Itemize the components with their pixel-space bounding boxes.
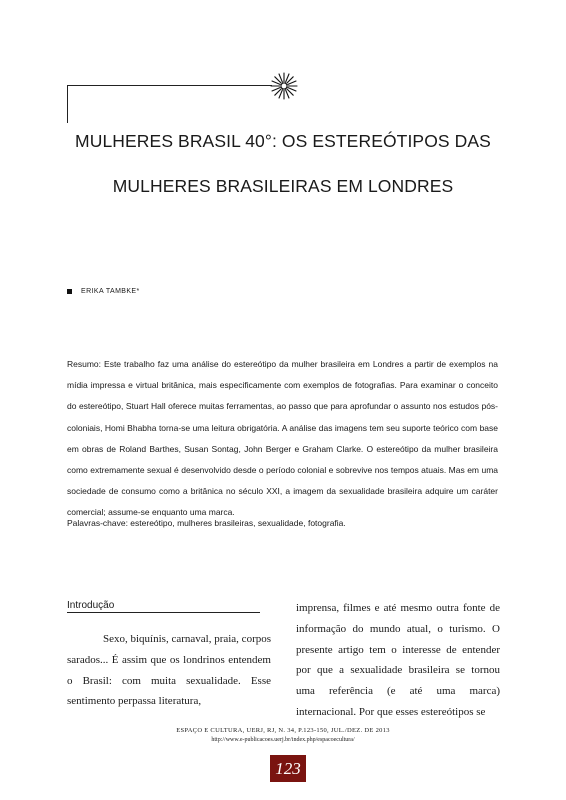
corner-rule-vertical [67, 85, 68, 123]
page-number-badge [270, 755, 306, 782]
footer-url: http://www.e-publicacoes.uerj.br/index.php/espacoecultura/ [211, 737, 355, 743]
body-paragraph-continued: imprensa, filmes e até mesmo outra fonte de informação do mundo atual, o turismo. O presente artigo tem o interesse de entender por que a sexualidade brasileira se tornou uma referência (e até uma marca) internacional. Por que esses estereótipos se [296, 602, 500, 718]
sunburst-ornament-icon [270, 72, 298, 100]
article-title-line-1: MULHERES BRASIL 40°: OS ESTEREÓTIPOS DAS [75, 131, 491, 151]
author-line [67, 288, 140, 295]
abstract: Resumo: Este trabalho faz uma análise do estereótipo da mulher brasileira em Londres a partir de exemplos na mídia impressa e virtual britânica, mais especificamente com exemplos de fotografias. Para examinar o conceito do estereótipo, Stuart Hall oferece muitas ferramentas, ao passo que para aprofundar o assunto nos estudos pós-coloniais, Homi Bhabha torna-se uma leitura obrigatória. A análise das imagens tem seu suporte teórico com base em obras de Roland Barthes, Susan Sontag, John Berger e Graham Clarke. O estereótipo da mulher brasileira como extremamente sexual é desenvolvido desde o período colonial e sobrevive nos tempos atuais. Mas em uma sociedade de consumo como a britânica no século XXI, a imagem da sexualidade brasileira adquire um caráter comercial; assume-se enquanto uma marca. [67, 359, 498, 518]
section-heading: Introdução [67, 600, 260, 613]
author-name: ERIKA TAMBKE* [81, 288, 140, 295]
square-bullet-icon [67, 289, 72, 294]
body-paragraph: Sexo, biquínis, carnaval, praia, corpos sarados... É assim que os londrinos entendem o Brasil: com muita sexualidade. Esse sentimento perpassa literatura, [67, 633, 271, 708]
article-title-line-2: MULHERES BRASILEIRAS EM LONDRES [112, 176, 454, 196]
body-column-left [67, 629, 271, 711]
body-column-right [296, 598, 500, 722]
footer-journal-citation: ESPAÇO E CULTURA, UERJ, RJ, N. 34, P.123-150, JUL./DEZ. DE 2013 [176, 727, 390, 734]
keywords: Palavras-chave: estereótipo, mulheres brasileiras, sexualidade, fotografia. [67, 518, 346, 528]
page-number: 123 [275, 758, 301, 778]
corner-rule-horizontal [67, 85, 272, 86]
